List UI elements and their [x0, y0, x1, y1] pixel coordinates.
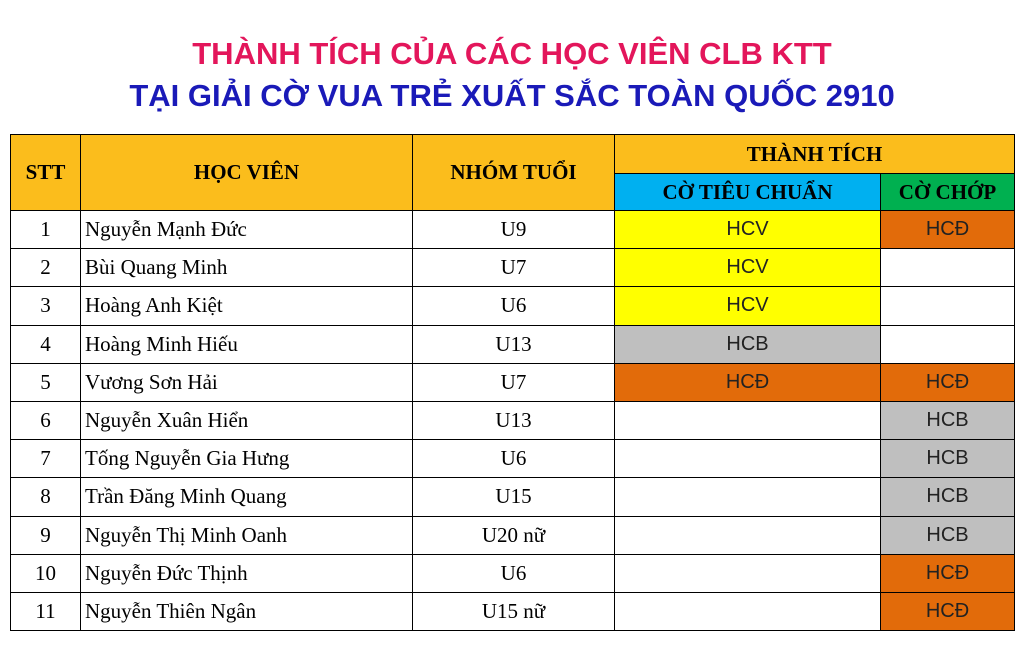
standard-result-cell: HCV	[615, 249, 881, 287]
standard-result-cell	[615, 478, 881, 516]
age-group-cell: U6	[413, 554, 615, 592]
header-blitz: CỜ CHỚP	[881, 174, 1015, 211]
table-row	[11, 287, 1015, 325]
blitz-result-cell: HCĐ	[881, 554, 1015, 592]
age-group-cell: U20 nữ	[413, 516, 615, 554]
student-name-cell: Nguyễn Thị Minh Oanh	[81, 516, 413, 554]
standard-result-cell	[615, 516, 881, 554]
stt-cell: 11	[11, 592, 81, 630]
age-group-cell: U7	[413, 249, 615, 287]
standard-result-cell	[615, 592, 881, 630]
blitz-result-cell	[881, 325, 1015, 363]
age-group-cell: U15	[413, 478, 615, 516]
table-row	[11, 211, 1015, 249]
stt-cell: 2	[11, 249, 81, 287]
student-name-cell: Trần Đăng Minh Quang	[81, 478, 413, 516]
table-body	[11, 211, 1015, 631]
standard-result-cell	[615, 440, 881, 478]
blitz-result-cell: HCĐ	[881, 363, 1015, 401]
student-name-cell: Nguyễn Mạnh Đức	[81, 211, 413, 249]
title-line-1: THÀNH TÍCH CỦA CÁC HỌC VIÊN CLB KTT	[192, 36, 832, 71]
stt-cell: 8	[11, 478, 81, 516]
header-stt: STT	[11, 135, 81, 211]
blitz-result-cell	[881, 249, 1015, 287]
title-line-2: TẠI GIẢI CỜ VUA TRẺ XUẤT SẮC TOÀN QUỐC 2910	[129, 78, 895, 113]
blitz-result-cell: HCB	[881, 478, 1015, 516]
header-student: HỌC VIÊN	[81, 135, 413, 211]
stt-cell: 6	[11, 401, 81, 439]
age-group-cell: U7	[413, 363, 615, 401]
stt-cell: 4	[11, 325, 81, 363]
age-group-cell: U6	[413, 440, 615, 478]
table-row	[11, 401, 1015, 439]
table-row	[11, 554, 1015, 592]
age-group-cell: U15 nữ	[413, 592, 615, 630]
standard-result-cell	[615, 554, 881, 592]
header-achievement: THÀNH TÍCH	[615, 135, 1015, 174]
achievement-table	[10, 134, 1015, 631]
table-row	[11, 440, 1015, 478]
age-group-cell: U13	[413, 401, 615, 439]
standard-result-cell	[615, 401, 881, 439]
student-name-cell: Bùi Quang Minh	[81, 249, 413, 287]
blitz-result-cell: HCB	[881, 516, 1015, 554]
table-row	[11, 363, 1015, 401]
stt-cell: 9	[11, 516, 81, 554]
standard-result-cell: HCV	[615, 211, 881, 249]
header-standard: CỜ TIÊU CHUẨN	[615, 174, 881, 211]
table-row	[11, 592, 1015, 630]
student-name-cell: Nguyễn Xuân Hiển	[81, 401, 413, 439]
blitz-result-cell: HCB	[881, 401, 1015, 439]
student-name-cell: Nguyễn Thiên Ngân	[81, 592, 413, 630]
table-row	[11, 249, 1015, 287]
student-name-cell: Vương Sơn Hải	[81, 363, 413, 401]
student-name-cell: Tống Nguyễn Gia Hưng	[81, 440, 413, 478]
stt-cell: 10	[11, 554, 81, 592]
table-row	[11, 325, 1015, 363]
student-name-cell: Nguyễn Đức Thịnh	[81, 554, 413, 592]
table-row	[11, 516, 1015, 554]
standard-result-cell: HCV	[615, 287, 881, 325]
blitz-result-cell: HCĐ	[881, 211, 1015, 249]
stt-cell: 1	[11, 211, 81, 249]
age-group-cell: U13	[413, 325, 615, 363]
standard-result-cell: HCB	[615, 325, 881, 363]
table-row	[11, 478, 1015, 516]
student-name-cell: Hoàng Anh Kiệt	[81, 287, 413, 325]
stt-cell: 5	[11, 363, 81, 401]
blitz-result-cell: HCB	[881, 440, 1015, 478]
age-group-cell: U9	[413, 211, 615, 249]
blitz-result-cell: HCĐ	[881, 592, 1015, 630]
stt-cell: 7	[11, 440, 81, 478]
header-age-group: NHÓM TUỔI	[413, 135, 615, 211]
student-name-cell: Hoàng Minh Hiếu	[81, 325, 413, 363]
stt-cell: 3	[11, 287, 81, 325]
standard-result-cell: HCĐ	[615, 363, 881, 401]
age-group-cell: U6	[413, 287, 615, 325]
blitz-result-cell	[881, 287, 1015, 325]
